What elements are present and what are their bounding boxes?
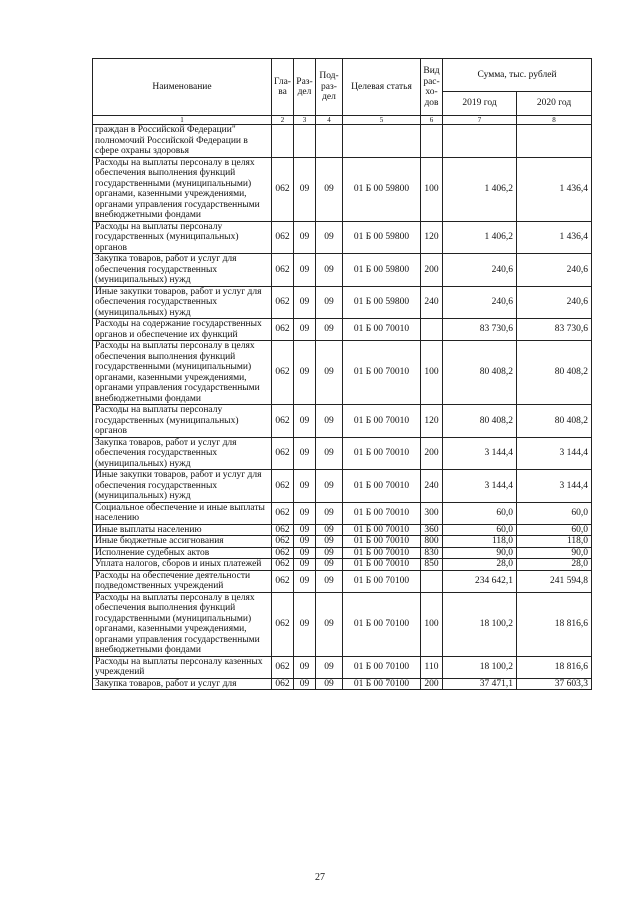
row-name: Иные бюджетные ассигнования xyxy=(93,536,272,548)
row-glava: 062 xyxy=(272,157,294,221)
row-vid xyxy=(421,125,443,158)
row-podrazdel: 09 xyxy=(316,678,343,690)
row-vid: 100 xyxy=(421,592,443,656)
row-sum-2019: 60,0 xyxy=(443,524,517,536)
row-name: Исполнение судебных актов xyxy=(93,547,272,559)
row-vid: 200 xyxy=(421,254,443,287)
row-sum-2020: 83 730,6 xyxy=(517,319,592,341)
row-target xyxy=(343,125,421,158)
page-number: 27 xyxy=(315,872,325,883)
row-glava: 062 xyxy=(272,254,294,287)
row-podrazdel: 09 xyxy=(316,524,343,536)
header-vid: Вид рас-хо-дов xyxy=(421,59,443,116)
row-target: 01 Б 00 70010 xyxy=(343,470,421,503)
row-target: 01 Б 00 70010 xyxy=(343,559,421,571)
row-glava: 062 xyxy=(272,470,294,503)
row-sum-2020: 241 594,8 xyxy=(517,570,592,592)
row-name: Расходы на выплаты персоналу в целях обеспечения выполнения функций государственными (муниципальными) органами, казенными учреждениями, органами управления государственными внебюджетными фондами xyxy=(93,341,272,405)
row-podrazdel: 09 xyxy=(316,536,343,548)
table-row xyxy=(93,524,592,536)
row-razdel: 09 xyxy=(294,254,316,287)
row-name: Иные выплаты населению xyxy=(93,524,272,536)
row-vid xyxy=(421,319,443,341)
row-podrazdel: 09 xyxy=(316,157,343,221)
row-name: Социальное обеспечение и иные выплаты населению xyxy=(93,502,272,524)
header-year-2020: 2020 год xyxy=(517,92,592,116)
row-razdel: 09 xyxy=(294,547,316,559)
col-number: 5 xyxy=(343,116,421,125)
col-number: 2 xyxy=(272,116,294,125)
row-podrazdel: 09 xyxy=(316,405,343,438)
table-row xyxy=(93,536,592,548)
row-target: 01 Б 00 70010 xyxy=(343,319,421,341)
row-name: Расходы на выплаты персоналу государственных (муниципальных) органов xyxy=(93,405,272,438)
header-name: Наименование xyxy=(93,59,272,116)
table-row xyxy=(93,678,592,690)
row-glava xyxy=(272,125,294,158)
table-row xyxy=(93,592,592,656)
row-razdel: 09 xyxy=(294,592,316,656)
row-podrazdel: 09 xyxy=(316,592,343,656)
table-row xyxy=(93,502,592,524)
row-vid: 850 xyxy=(421,559,443,571)
row-razdel: 09 xyxy=(294,678,316,690)
row-razdel: 09 xyxy=(294,470,316,503)
row-glava: 062 xyxy=(272,559,294,571)
row-glava: 062 xyxy=(272,536,294,548)
row-razdel: 09 xyxy=(294,437,316,470)
row-name: Расходы на обеспечение деятельности подведомственных учреждений xyxy=(93,570,272,592)
row-sum-2020: 1 436,4 xyxy=(517,221,592,254)
row-glava: 062 xyxy=(272,221,294,254)
column-numbers-row xyxy=(93,116,592,125)
table-row xyxy=(93,437,592,470)
table-row xyxy=(93,221,592,254)
row-sum-2020: 240,6 xyxy=(517,254,592,287)
row-razdel: 09 xyxy=(294,536,316,548)
row-razdel: 09 xyxy=(294,502,316,524)
row-razdel: 09 xyxy=(294,157,316,221)
table-body xyxy=(93,125,592,690)
row-target: 01 Б 00 59800 xyxy=(343,286,421,319)
table-row xyxy=(93,570,592,592)
row-podrazdel: 09 xyxy=(316,502,343,524)
row-target: 01 Б 00 70010 xyxy=(343,341,421,405)
row-sum-2020: 18 816,6 xyxy=(517,656,592,678)
row-vid: 300 xyxy=(421,502,443,524)
row-glava: 062 xyxy=(272,656,294,678)
row-glava: 062 xyxy=(272,547,294,559)
row-target: 01 Б 00 70100 xyxy=(343,592,421,656)
row-vid xyxy=(421,570,443,592)
row-podrazdel: 09 xyxy=(316,221,343,254)
row-sum-2019: 234 642,1 xyxy=(443,570,517,592)
row-vid: 100 xyxy=(421,157,443,221)
row-name: Уплата налогов, сборов и иных платежей xyxy=(93,559,272,571)
row-glava: 062 xyxy=(272,678,294,690)
row-razdel: 09 xyxy=(294,405,316,438)
row-vid: 830 xyxy=(421,547,443,559)
row-razdel xyxy=(294,125,316,158)
row-name: Закупка товаров, работ и услуг для обеспечения государственных (муниципальных) нужд xyxy=(93,254,272,287)
row-podrazdel: 09 xyxy=(316,254,343,287)
row-target: 01 Б 00 70100 xyxy=(343,678,421,690)
row-name: Расходы на выплаты персоналу казенных учреждений xyxy=(93,656,272,678)
row-target: 01 Б 00 70010 xyxy=(343,405,421,438)
row-sum-2020: 240,6 xyxy=(517,286,592,319)
budget-table xyxy=(92,58,592,690)
row-razdel: 09 xyxy=(294,656,316,678)
table-row xyxy=(93,341,592,405)
row-vid: 240 xyxy=(421,286,443,319)
row-sum-2019: 18 100,2 xyxy=(443,656,517,678)
row-vid: 200 xyxy=(421,437,443,470)
table-row xyxy=(93,319,592,341)
row-sum-2019: 60,0 xyxy=(443,502,517,524)
row-name: Закупка товаров, работ и услуг для обеспечения государственных (муниципальных) нужд xyxy=(93,437,272,470)
row-name: Расходы на выплаты персоналу государственных (муниципальных) органов xyxy=(93,221,272,254)
col-number: 4 xyxy=(316,116,343,125)
row-razdel: 09 xyxy=(294,221,316,254)
row-name: Иные закупки товаров, работ и услуг для обеспечения государственных (муниципальных) нужд xyxy=(93,286,272,319)
header-year-2019: 2019 год xyxy=(443,92,517,116)
header-sum: Сумма, тыс. рублей xyxy=(443,59,592,92)
row-razdel: 09 xyxy=(294,319,316,341)
row-razdel: 09 xyxy=(294,570,316,592)
row-sum-2020: 28,0 xyxy=(517,559,592,571)
row-podrazdel: 09 xyxy=(316,437,343,470)
row-name: Закупка товаров, работ и услуг для xyxy=(93,678,272,690)
table-row xyxy=(93,125,592,158)
row-podrazdel: 09 xyxy=(316,341,343,405)
row-podrazdel: 09 xyxy=(316,470,343,503)
row-razdel: 09 xyxy=(294,341,316,405)
row-sum-2019: 83 730,6 xyxy=(443,319,517,341)
row-glava: 062 xyxy=(272,592,294,656)
row-vid: 110 xyxy=(421,656,443,678)
row-glava: 062 xyxy=(272,437,294,470)
table-row xyxy=(93,559,592,571)
row-sum-2020: 118,0 xyxy=(517,536,592,548)
row-glava: 062 xyxy=(272,341,294,405)
row-sum-2019: 118,0 xyxy=(443,536,517,548)
table-row xyxy=(93,405,592,438)
header-glava: Гла-ва xyxy=(272,59,294,116)
row-sum-2020: 80 408,2 xyxy=(517,405,592,438)
row-vid: 100 xyxy=(421,341,443,405)
row-glava: 062 xyxy=(272,319,294,341)
col-number: 8 xyxy=(517,116,592,125)
row-sum-2019: 28,0 xyxy=(443,559,517,571)
row-podrazdel: 09 xyxy=(316,570,343,592)
col-number: 1 xyxy=(93,116,272,125)
row-glava: 062 xyxy=(272,570,294,592)
row-sum-2020: 3 144,4 xyxy=(517,437,592,470)
row-vid: 200 xyxy=(421,678,443,690)
header-target: Целевая статья xyxy=(343,59,421,116)
row-target: 01 Б 00 70010 xyxy=(343,437,421,470)
row-sum-2019: 80 408,2 xyxy=(443,405,517,438)
col-number: 6 xyxy=(421,116,443,125)
row-glava: 062 xyxy=(272,524,294,536)
row-sum-2019: 3 144,4 xyxy=(443,437,517,470)
row-vid: 240 xyxy=(421,470,443,503)
row-target: 01 Б 00 59800 xyxy=(343,157,421,221)
row-vid: 800 xyxy=(421,536,443,548)
row-sum-2020: 1 436,4 xyxy=(517,157,592,221)
row-sum-2020: 3 144,4 xyxy=(517,470,592,503)
row-target: 01 Б 00 70010 xyxy=(343,502,421,524)
row-sum-2019: 240,6 xyxy=(443,286,517,319)
row-target: 01 Б 00 70100 xyxy=(343,570,421,592)
header-razdel: Раз-дел xyxy=(294,59,316,116)
row-podrazdel xyxy=(316,125,343,158)
table-row xyxy=(93,157,592,221)
header-podrazdel: Под-раз-дел xyxy=(316,59,343,116)
row-sum-2019: 18 100,2 xyxy=(443,592,517,656)
row-sum-2019: 90,0 xyxy=(443,547,517,559)
table-row xyxy=(93,286,592,319)
table-row xyxy=(93,547,592,559)
row-vid: 360 xyxy=(421,524,443,536)
row-podrazdel: 09 xyxy=(316,559,343,571)
row-name: Иные закупки товаров, работ и услуг для обеспечения государственных (муниципальных) нужд xyxy=(93,470,272,503)
row-podrazdel: 09 xyxy=(316,286,343,319)
row-target: 01 Б 00 70010 xyxy=(343,547,421,559)
row-podrazdel: 09 xyxy=(316,656,343,678)
row-sum-2019: 80 408,2 xyxy=(443,341,517,405)
row-target: 01 Б 00 59800 xyxy=(343,221,421,254)
row-sum-2020: 18 816,6 xyxy=(517,592,592,656)
row-sum-2020: 90,0 xyxy=(517,547,592,559)
row-vid: 120 xyxy=(421,405,443,438)
row-sum-2020: 37 603,3 xyxy=(517,678,592,690)
row-sum-2019 xyxy=(443,125,517,158)
col-number: 3 xyxy=(294,116,316,125)
row-sum-2020 xyxy=(517,125,592,158)
row-podrazdel: 09 xyxy=(316,319,343,341)
row-sum-2019: 240,6 xyxy=(443,254,517,287)
row-sum-2020: 80 408,2 xyxy=(517,341,592,405)
row-target: 01 Б 00 70010 xyxy=(343,536,421,548)
row-name: Расходы на содержание государственных органов и обеспечение их функций xyxy=(93,319,272,341)
row-razdel: 09 xyxy=(294,524,316,536)
row-sum-2019: 1 406,2 xyxy=(443,157,517,221)
row-glava: 062 xyxy=(272,405,294,438)
row-sum-2020: 60,0 xyxy=(517,502,592,524)
row-podrazdel: 09 xyxy=(316,547,343,559)
table-row xyxy=(93,470,592,503)
row-sum-2019: 3 144,4 xyxy=(443,470,517,503)
row-razdel: 09 xyxy=(294,559,316,571)
row-target: 01 Б 00 70010 xyxy=(343,524,421,536)
row-target: 01 Б 00 70100 xyxy=(343,656,421,678)
table-row xyxy=(93,656,592,678)
row-sum-2020: 60,0 xyxy=(517,524,592,536)
row-name: Расходы на выплаты персоналу в целях обеспечения выполнения функций государственными (муниципальными) органами, казенными учреждениями, органами управления государственными внебюджетными фондами xyxy=(93,157,272,221)
row-glava: 062 xyxy=(272,502,294,524)
row-sum-2019: 37 471,1 xyxy=(443,678,517,690)
budget-table-sheet xyxy=(92,58,591,690)
row-name: граждан в Российской Федерации" полномочий Российской Федерации в сфере охраны здоровья xyxy=(93,125,272,158)
col-number: 7 xyxy=(443,116,517,125)
row-razdel: 09 xyxy=(294,286,316,319)
row-vid: 120 xyxy=(421,221,443,254)
table-row xyxy=(93,254,592,287)
row-target: 01 Б 00 59800 xyxy=(343,254,421,287)
row-sum-2019: 1 406,2 xyxy=(443,221,517,254)
row-glava: 062 xyxy=(272,286,294,319)
row-name: Расходы на выплаты персоналу в целях обеспечения выполнения функций государственными (муниципальными) органами, казенными учреждениями, органами управления государственными внебюджетными фондами xyxy=(93,592,272,656)
